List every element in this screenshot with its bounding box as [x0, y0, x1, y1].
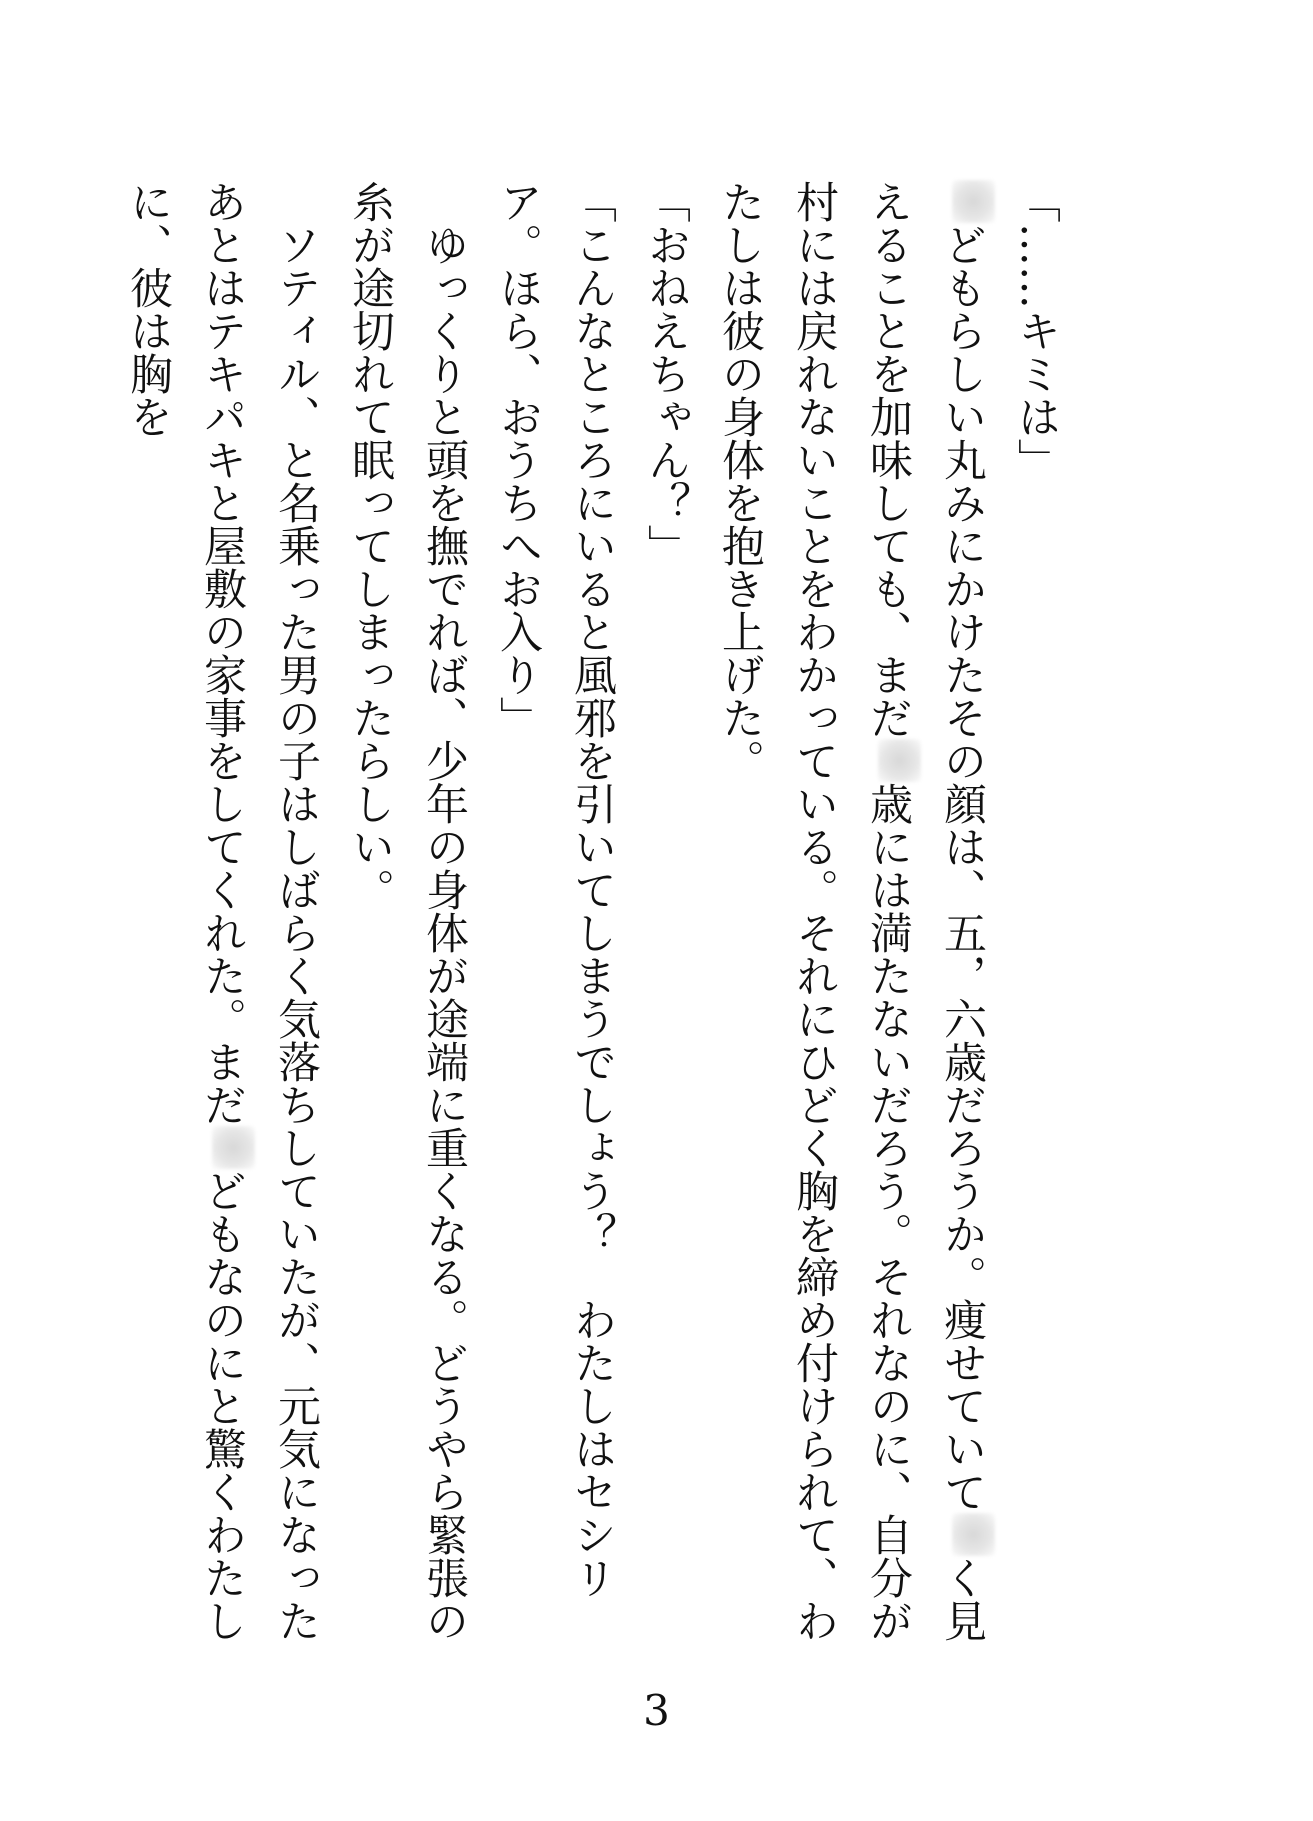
paragraph	[703, 180, 999, 1660]
paragraph	[999, 180, 1073, 1660]
paragraph	[629, 180, 703, 1660]
paragraph-text: 歳には満たないだろう。それなのに、自分が村には戻れないことをわかっている。それにひどく胸を締め付けられて、わたしは彼の身体を抱き上げた。	[715, 180, 913, 1642]
paragraph-text: 「こんなところにいると風邪を引いてしまうでしょう？ わたしはセシリア。ほら、おうちへお入り」	[493, 180, 617, 1599]
paragraph-text: 「……キミは」	[1011, 180, 1061, 481]
censored-word	[212, 1126, 255, 1169]
paragraph-text: どもらしい丸みにかけたその顔は、五，六歳だろうか。痩せていて	[937, 223, 987, 1513]
censored-word	[952, 1513, 995, 1556]
vertical-body-text	[111, 180, 1073, 1660]
paragraph-text: 「おねえちゃん？」	[641, 180, 691, 567]
paragraph	[481, 180, 629, 1660]
paragraph-text: ソティル、と名乗った男の子はしばらく気落ちしていたが、元気になったあとはテキパキと屋敷の家事をしてくれた。まだ	[197, 180, 321, 1642]
paragraph	[111, 180, 333, 1660]
paragraph-text: どもなのにと驚くわたしに、彼は胸を	[123, 180, 247, 1642]
paragraph-text: く見えることを加味しても、まだ	[863, 180, 987, 1642]
censored-word	[952, 180, 995, 223]
paragraph	[333, 180, 481, 1660]
page-number: 3	[643, 1686, 670, 1735]
paragraph-text: ゆっくりと頭を撫でれば、少年の身体が途端に重くなる。どうやら緊張の糸が途切れて眠ってしまったらしい。	[345, 180, 469, 1642]
censored-word	[878, 739, 921, 782]
